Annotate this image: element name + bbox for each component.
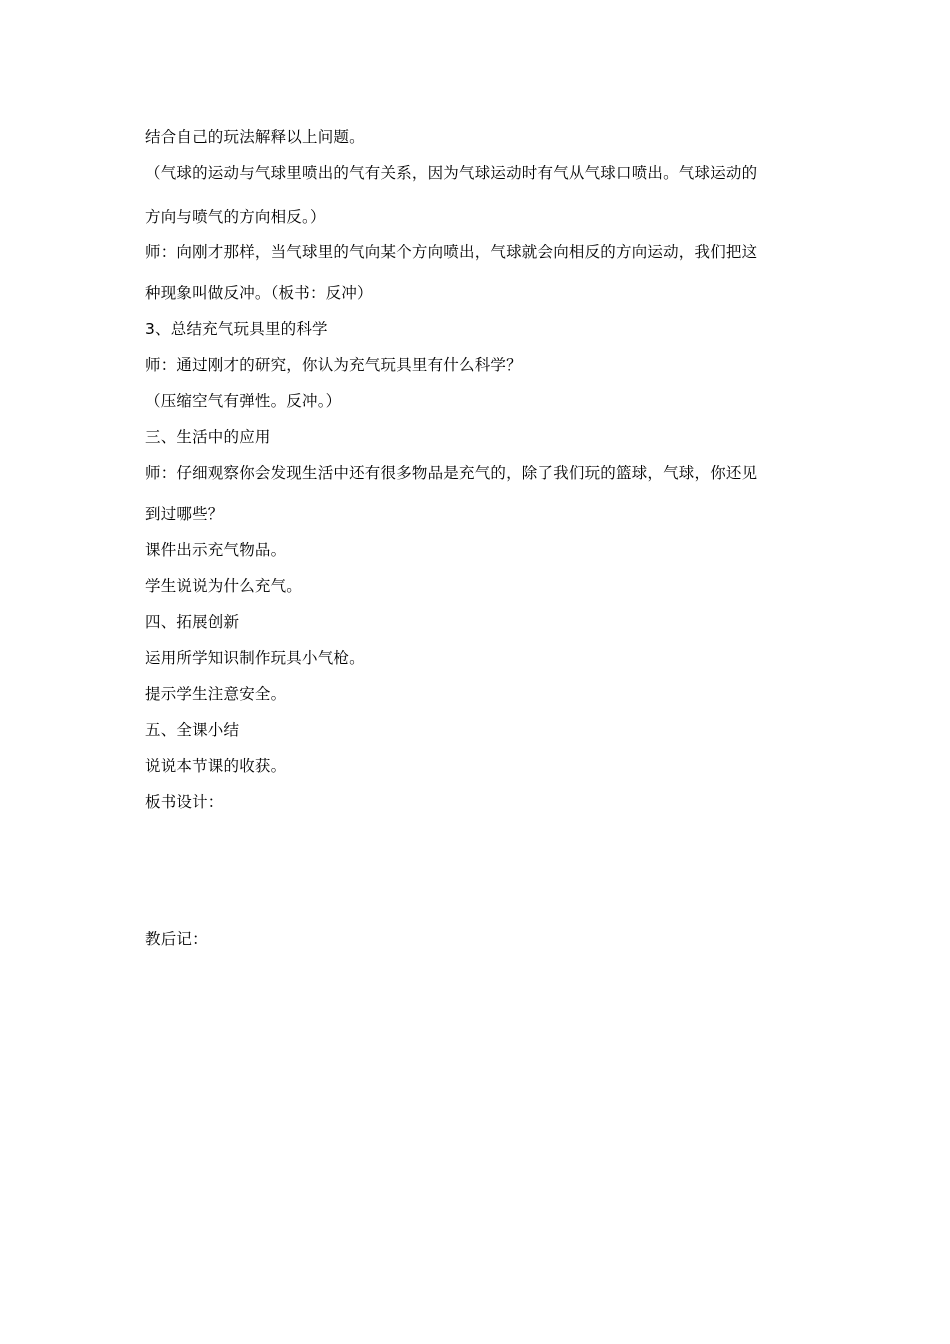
text-line: 师：通过刚才的研究，你认为充气玩具里有什么科学？ bbox=[145, 356, 522, 374]
text-line: 提示学生注意安全。 bbox=[145, 685, 287, 703]
text-line: （压缩空气有弹性。反冲。） bbox=[145, 392, 342, 410]
section-heading: 四、拓展创新 bbox=[145, 613, 240, 631]
section-heading: 三、生活中的应用 bbox=[145, 428, 271, 446]
section-heading: 五、全课小结 bbox=[145, 721, 240, 739]
text-line: 说说本节课的收获。 bbox=[145, 757, 287, 775]
text-line: 方向与喷气的方向相反。） bbox=[145, 208, 326, 226]
text-line: 运用所学知识制作玩具小气枪。 bbox=[145, 649, 365, 667]
text-line: （气球的运动与气球里喷出的气有关系，因为气球运动时有气从气球口喷出。气球运动的 bbox=[145, 164, 758, 182]
post-lesson-notes-label: 教后记： bbox=[145, 930, 208, 948]
section-heading: 3、总结充气玩具里的科学 bbox=[145, 320, 328, 338]
board-design-label: 板书设计： bbox=[145, 793, 224, 811]
text-line: 课件出示充气物品。 bbox=[145, 541, 287, 559]
text-line: 结合自己的玩法解释以上问题。 bbox=[145, 128, 365, 146]
text-line: 学生说说为什么充气。 bbox=[145, 577, 303, 595]
text-line: 师：向刚才那样，当气球里的气向某个方向喷出，气球就会向相反的方向运动，我们把这 bbox=[145, 243, 758, 261]
text-line: 到过哪些？ bbox=[145, 505, 224, 523]
text-line: 种现象叫做反冲。（板书：反冲） bbox=[145, 284, 373, 302]
text-line: 师：仔细观察你会发现生活中还有很多物品是充气的，除了我们玩的篮球，气球，你还见 bbox=[145, 464, 758, 482]
